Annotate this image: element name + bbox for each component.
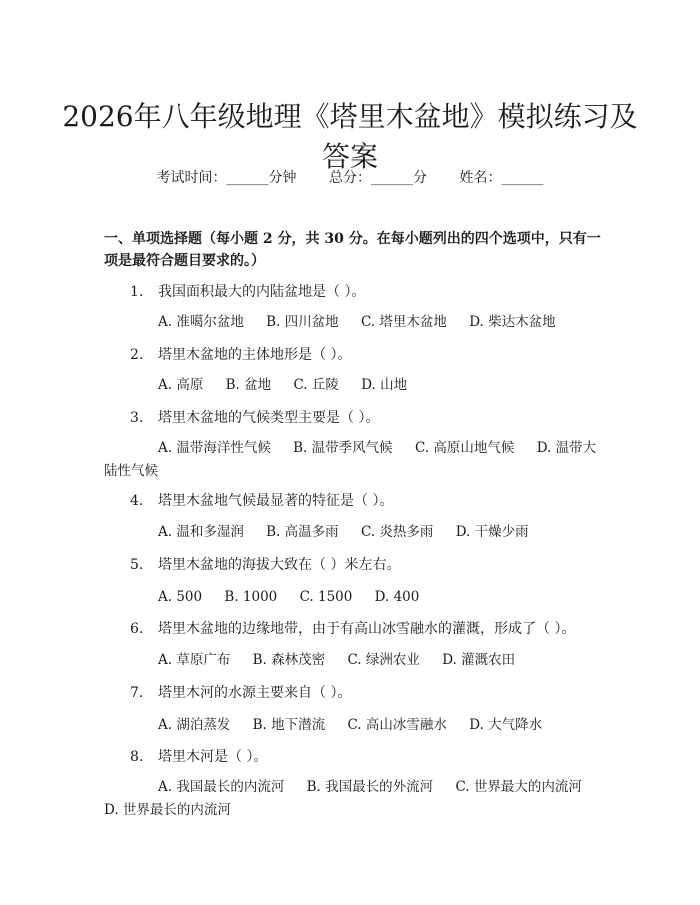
option-b: B. 地下潜流: [252, 717, 326, 733]
question-text: 我国面积最大的内陆盆地是（ ）。: [158, 284, 366, 300]
option-a: A. 500: [158, 589, 203, 605]
options-5: [104, 586, 600, 609]
option-c: C. 塔里木盆地: [360, 314, 447, 330]
option-d: D. 400: [374, 589, 420, 605]
option-c: C. 高山冰雪融水: [347, 717, 447, 733]
option-d: D. 灌溉农田: [442, 652, 516, 668]
options-3: [104, 437, 600, 483]
option-b: B. 盆地: [225, 377, 272, 393]
question-text: 塔里木盆地的主体地形是（ ）。: [158, 347, 352, 363]
question-text: 塔里木盆地的气候类型主要是（ ）。: [158, 410, 380, 426]
option-c: C. 绿洲农业: [347, 652, 420, 668]
exam-meta: [0, 168, 700, 188]
options-1: [104, 311, 600, 334]
option-d: D. 温带大陆性气候: [104, 440, 597, 479]
student-name: 姓名：______: [459, 170, 544, 186]
option-d: D. 柴达木盆地: [469, 314, 556, 330]
option-d: D. 山地: [361, 377, 408, 393]
option-b: B. 四川盆地: [266, 314, 339, 330]
option-a: A. 高原: [158, 377, 204, 393]
question-6: [130, 619, 600, 639]
question-number: 3.: [130, 410, 144, 426]
question-2: [130, 345, 600, 365]
question-3: [130, 408, 600, 428]
page-title: 2026年八年级地理《塔里木盆地》模拟练习及答案: [62, 99, 638, 173]
question-text: 塔里木盆地气候最显著的特征是（ ）。: [158, 493, 394, 509]
question-8: [130, 747, 600, 767]
question-number: 4.: [130, 493, 144, 509]
question-number: 7.: [130, 685, 144, 701]
option-b: B. 1000: [224, 589, 278, 605]
question-number: 6.: [130, 621, 144, 637]
option-b: B. 高温多雨: [266, 524, 339, 540]
question-4: [130, 491, 600, 511]
option-b: B. 温带季风气候: [293, 440, 393, 456]
exam-score: 总分：______分: [329, 170, 427, 186]
option-b: B. 我国最长的外流河: [306, 779, 434, 795]
option-c: C. 1500: [299, 589, 353, 605]
option-d: D. 世界最长的内流河: [104, 802, 231, 818]
option-c: C. 丘陵: [293, 377, 339, 393]
question-number: 5.: [130, 557, 144, 573]
option-a: A. 温带海洋性气候: [158, 440, 271, 456]
option-c: C. 炎热多雨: [360, 524, 434, 540]
question-number: 8.: [130, 749, 144, 765]
question-number: 1.: [130, 284, 144, 300]
options-6: [104, 649, 600, 672]
question-text: 塔里木河是（ ）。: [158, 749, 268, 765]
question-number: 2.: [130, 347, 144, 363]
section-heading: 一、单项选择题（每小题 2 分，共 30 分。在每小题列出的四个选项中，只有一项是最符合题目要求的。）: [104, 231, 601, 269]
question-text: 塔里木河的水源主要来自（ ）。: [158, 685, 352, 701]
option-d: D. 大气降水: [469, 717, 543, 733]
option-c: C. 世界最大的内流河: [455, 779, 582, 795]
option-c: C. 高原山地气候: [414, 440, 515, 456]
options-4: [104, 521, 600, 544]
option-a: A. 准噶尔盆地: [158, 314, 244, 330]
exam-time: 考试时间：______分钟: [156, 170, 297, 186]
option-a: A. 温和多湿润: [158, 524, 244, 540]
question-text: 塔里木盆地的边缘地带，由于有高山冰雪融水的灌溉，形成了（ ）。: [158, 621, 576, 637]
question-text: 塔里木盆地的海拔大致在（ ）米左右。: [158, 557, 401, 573]
option-d: D. 干燥少雨: [455, 524, 529, 540]
question-7: [130, 683, 600, 703]
options-8: [104, 776, 600, 822]
option-a: A. 湖泊蒸发: [158, 717, 231, 733]
option-a: A. 我国最长的内流河: [158, 779, 285, 795]
question-5: [130, 555, 600, 575]
options-7: [104, 714, 600, 737]
question-1: [130, 282, 600, 302]
options-2: [104, 374, 600, 397]
option-a: A. 草原广布: [158, 652, 231, 668]
option-b: B. 森林茂密: [252, 652, 326, 668]
